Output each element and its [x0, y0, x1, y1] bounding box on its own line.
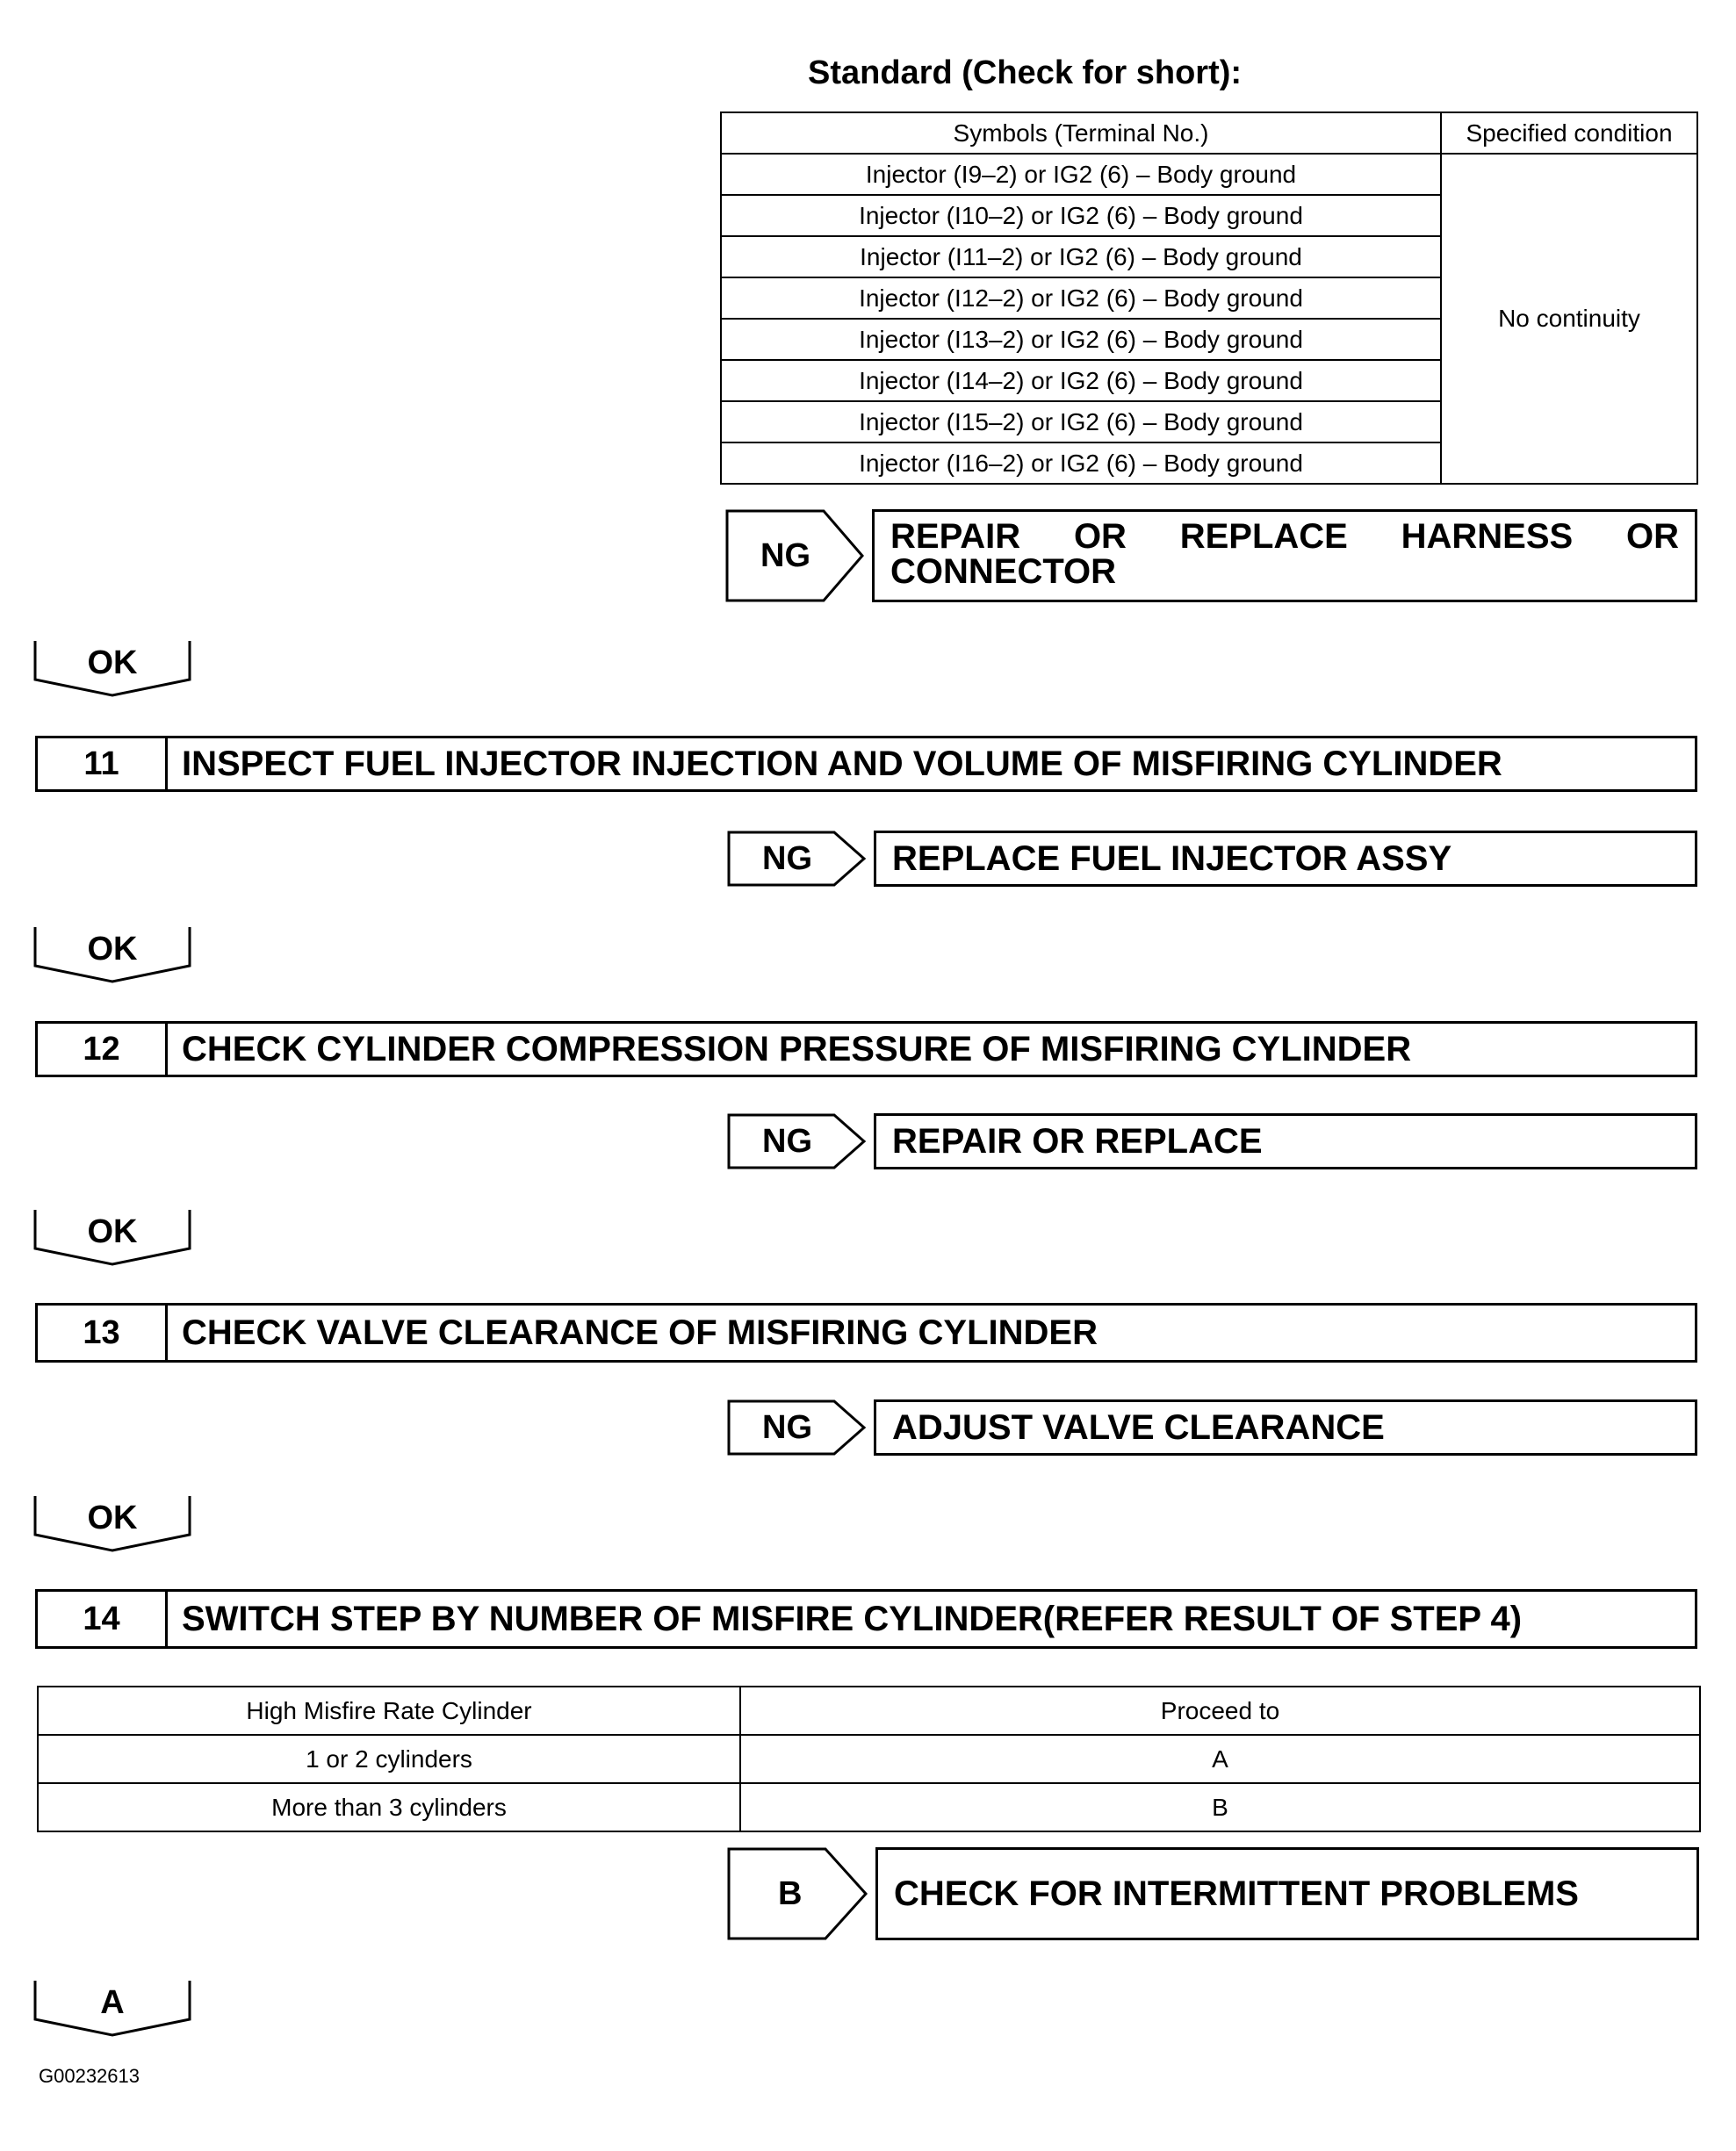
column-header-misfire: High Misfire Rate Cylinder — [38, 1687, 740, 1735]
ok-arrow — [33, 1208, 191, 1266]
result-step-12: REPAIR OR REPLACE — [874, 1113, 1697, 1169]
result-line-1 — [890, 519, 1679, 554]
ok-arrow — [33, 1494, 191, 1552]
ng-label: NG — [760, 536, 810, 574]
standard-title: Standard (Check for short): — [808, 54, 1243, 91]
ng-arrow-step-11 — [727, 831, 868, 887]
step-11 — [35, 736, 1697, 792]
result-word: REPLACE — [1179, 517, 1348, 556]
step-number: 12 — [38, 1024, 168, 1075]
result-intermittent: CHECK FOR INTERMITTENT PROBLEMS — [875, 1847, 1699, 1940]
terminal-row: Injector (I15–2) or IG2 (6) – Body ground — [721, 401, 1441, 442]
ng-arrow-step-12 — [727, 1113, 868, 1169]
ng-label: NG — [762, 839, 812, 877]
step-number: 11 — [38, 738, 168, 789]
column-header-proceed: Proceed to — [740, 1687, 1700, 1735]
step-title: SWITCH STEP BY NUMBER OF MISFIRE CYLINDER(REFER RESULT OF STEP 4) — [182, 1599, 1523, 1638]
short-check-table — [720, 112, 1698, 485]
step-number: 14 — [38, 1592, 168, 1646]
figure-id: G00232613 — [39, 2065, 140, 2087]
step-title: INSPECT FUEL INJECTOR INJECTION AND VOLUME OF MISFIRING CYLINDER — [182, 744, 1502, 783]
terminal-row: Injector (I11–2) or IG2 (6) – Body ground — [721, 236, 1441, 277]
step-title: CHECK CYLINDER COMPRESSION PRESSURE OF MISFIRING CYLINDER — [182, 1029, 1412, 1068]
result-word: REPAIR — [890, 517, 1021, 556]
table-row — [38, 1735, 1700, 1783]
terminal-row: Injector (I9–2) or IG2 (6) – Body ground — [721, 154, 1441, 195]
step-title: CHECK VALVE CLEARANCE OF MISFIRING CYLINDER — [182, 1313, 1098, 1352]
b-arrow — [727, 1847, 869, 1940]
specified-condition: No continuity — [1441, 154, 1697, 484]
column-header-condition: Specified condition — [1441, 112, 1697, 154]
b-label: B — [778, 1874, 803, 1912]
terminal-row: Injector (I12–2) or IG2 (6) – Body ground — [721, 277, 1441, 319]
ng-label: NG — [762, 1408, 812, 1446]
terminal-row: Injector (I13–2) or IG2 (6) – Body ground — [721, 319, 1441, 360]
result-repair-harness — [872, 509, 1697, 602]
terminal-row: Injector (I10–2) or IG2 (6) – Body ground — [721, 195, 1441, 236]
column-header-symbols: Symbols (Terminal No.) — [721, 112, 1441, 154]
misfire-rate-table — [37, 1686, 1701, 1832]
cylinder-count: 1 or 2 cylinders — [38, 1735, 740, 1783]
ng-arrow-harness — [725, 509, 866, 602]
ok-label: OK — [87, 931, 138, 968]
ng-arrow-step-13 — [727, 1399, 868, 1456]
a-arrow — [33, 1979, 191, 2037]
ok-label: OK — [87, 644, 138, 681]
ok-arrow — [33, 639, 191, 697]
result-word: OR — [1073, 517, 1127, 556]
ok-label: OK — [87, 1500, 138, 1536]
proceed-to: A — [740, 1735, 1700, 1783]
result-word: HARNESS — [1401, 517, 1574, 556]
step-number: 13 — [38, 1306, 168, 1360]
proceed-to: B — [740, 1783, 1700, 1831]
step-13 — [35, 1303, 1697, 1363]
step-14 — [35, 1589, 1697, 1649]
terminal-row: Injector (I16–2) or IG2 (6) – Body ground — [721, 442, 1441, 484]
step-12 — [35, 1021, 1697, 1077]
result-step-13: ADJUST VALVE CLEARANCE — [874, 1399, 1697, 1456]
result-step-11: REPLACE FUEL INJECTOR ASSY — [874, 831, 1697, 887]
table-row — [38, 1783, 1700, 1831]
result-word: OR — [1625, 517, 1679, 556]
terminal-row: Injector (I14–2) or IG2 (6) – Body ground — [721, 360, 1441, 401]
ok-arrow — [33, 925, 191, 983]
a-label: A — [100, 1984, 125, 2021]
cylinder-count: More than 3 cylinders — [38, 1783, 740, 1831]
ok-label: OK — [87, 1213, 138, 1250]
ng-label: NG — [762, 1122, 812, 1160]
result-line-2: CONNECTOR — [890, 552, 1117, 591]
